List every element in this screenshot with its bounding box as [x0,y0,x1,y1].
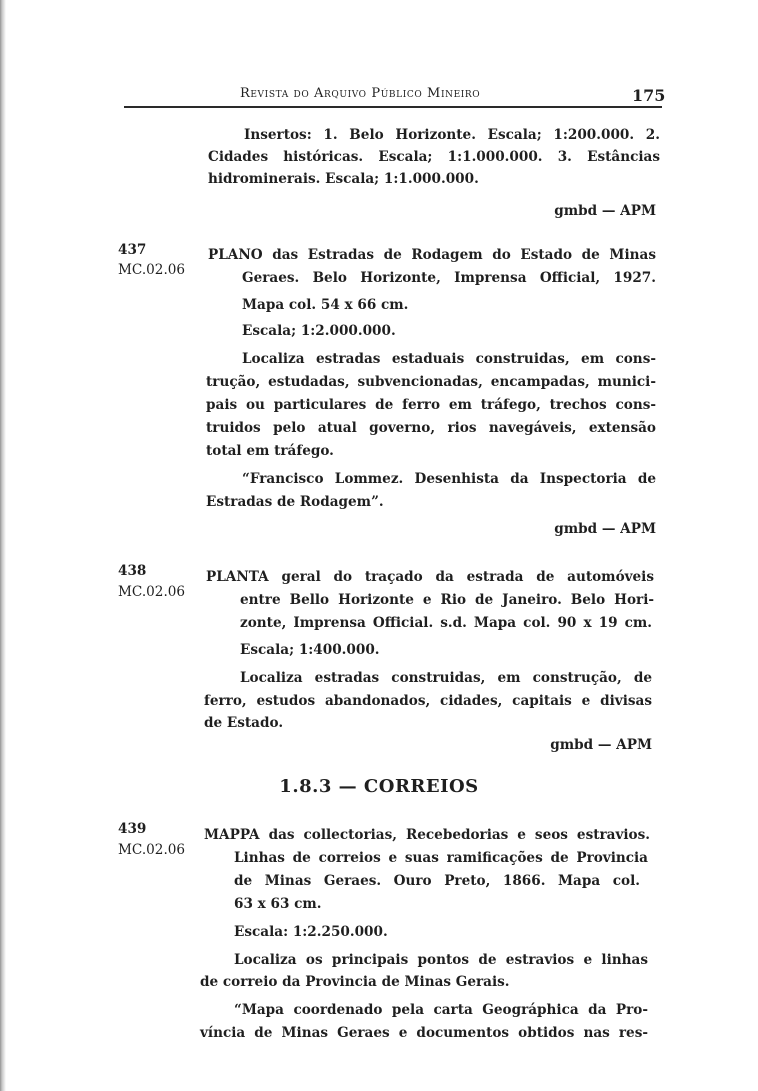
entry-title-line: Geraes. Belo Horizonte, Imprensa Official, 1927. [242,270,656,286]
entry-note-line: “Francisco Lommez. Desenhista da Inspectoria de [242,471,656,487]
entry-title-line: 63 x 63 cm. [234,896,322,912]
entry-detail: Escala; 1:2.000.000. [242,323,396,339]
entry-description-line: de correio da Provincia de Minas Gerais. [200,974,510,990]
entry-title-line: PLANO das Estradas de Rodagem do Estado de Minas [208,247,656,263]
section-heading: 1.8.3 — CORREIOS [279,776,479,797]
entry-detail: Mapa col. 54 x 66 cm. [242,297,409,313]
entry-number: 438 [118,563,147,579]
entry-note-line: víncia de Minas Geraes e documentos obtidos nas res- [200,1025,648,1041]
entry-description-line: Localiza estradas estaduais construidas, em cons- [242,351,656,367]
entry-number: 437 [118,242,147,258]
entry-detail: Escala; 1:400.000. [240,642,380,658]
entry-title-line: MAPPA das collectorias, Recebedorias e seos estravios. [204,827,650,843]
entry-description-line: Localiza estradas construidas, em construção, de [240,670,652,686]
entry-description-line: ferro, estudos abandonados, cidades, capitais e divisas [204,693,652,709]
entry-note-line: Estradas de Rodagem”. [206,494,384,510]
entry-code: MC.02.06 [118,842,186,858]
entry-description-line: de Estado. [204,715,284,731]
intro-line: Insertos: 1. Belo Horizonte. Escala; 1:200.000. 2. [244,127,660,143]
signature: gmbd — APM [554,203,656,219]
entry-detail: Escala: 1:2.250.000. [234,924,388,940]
entry-code: MC.02.06 [118,262,186,278]
scan-edge-shadow [0,0,6,1091]
entry-number: 439 [118,821,147,837]
entry-description-line: truidos pelo atual governo, rios navegáveis, extensão [206,420,656,436]
entry-title-line: Linhas de correios e suas ramificações de Provincia [234,850,648,866]
running-title: Revista do Arquivo Público Mineiro [240,86,481,101]
entry-title-line: entre Bello Horizonte e Rio de Janeiro. Belo Hori- [240,592,654,608]
entry-description-line: Localiza os principais pontos de estravios e linhas [234,952,648,968]
entry-description-line: pais ou particulares de ferro em tráfego, trechos cons- [206,397,656,413]
entry-title-line: de Minas Geraes. Ouro Preto, 1866. Mapa col. [234,873,640,889]
signature: gmbd — APM [550,737,652,753]
entry-description-line: total em tráfego. [206,443,334,459]
intro-line: hidrominerais. Escala; 1:1.000.000. [208,171,479,187]
entry-note-line: “Mapa coordenado pela carta Geográphica da Pro- [234,1002,648,1018]
entry-title-line: zonte, Imprensa Official. s.d. Mapa col. 90 x 19 cm. [240,615,652,631]
signature: gmbd — APM [554,521,656,537]
page-number: 175 [632,86,666,105]
header-rule [124,106,662,108]
entry-description-line: trução, estudadas, subvencionadas, encampadas, munici- [206,374,656,390]
intro-line: Cidades históricas. Escala; 1:1.000.000. 3. Estâncias [208,149,660,165]
entry-code: MC.02.06 [118,584,186,600]
entry-title-line: PLANTA geral do traçado da estrada de automóveis [206,569,654,585]
